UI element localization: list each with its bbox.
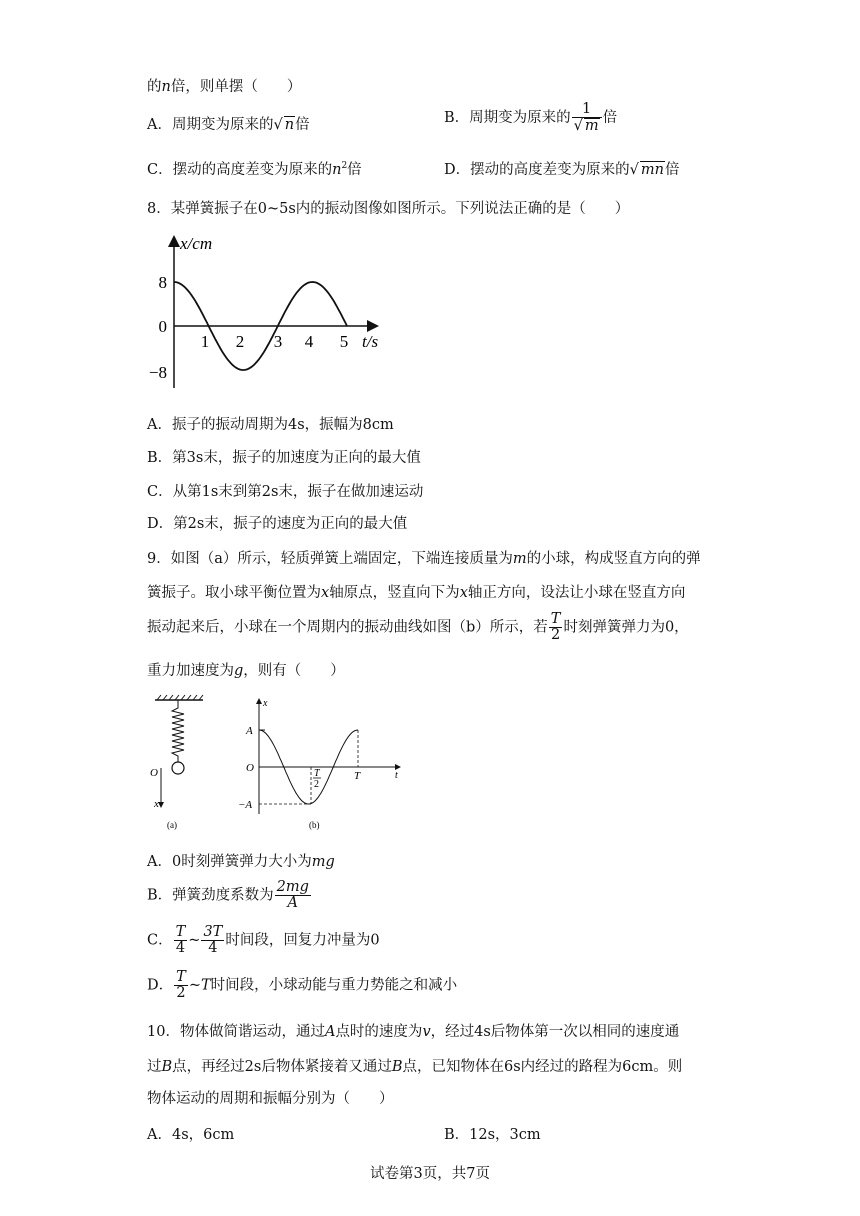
q8-y-tick-neg8: −8 <box>148 363 167 382</box>
q7-option-b: B．周期变为原来的 $\frac{1}{√ m}$ 倍 <box>444 101 618 135</box>
q9-b-half-den: 2 <box>314 779 319 790</box>
q8-x-tick-3: 3 <box>273 332 283 351</box>
q7-option-d: D．摆动的高度差变为原来的√ mn倍 <box>444 162 680 178</box>
q10-stem-line-2: 过B点，再经过2s后物体紧接着又通过B点，已知物体在6s内经过的路程为6cm。则 <box>147 1059 683 1075</box>
q9-fig-a-axis: x <box>154 798 159 810</box>
q8-y-label: x/cm <box>180 234 213 253</box>
q9-option-d: D． $\frac{T}{2}$ ~T时间段，小球动能与重力势能之和减小 <box>147 969 458 1002</box>
q10-option-a: A．4s，6cm <box>147 1127 235 1143</box>
q10-stem-line-1: 10．物体做简谐运动，通过A点时的速度为v，经过4s后物体第一次以相同的速度通 <box>147 1024 680 1040</box>
q8-oscillation-graph <box>140 228 390 398</box>
q8-y-tick-8: 8 <box>158 273 167 292</box>
q8-option-d: D．第2s末，振子的速度为正向的最大值 <box>147 516 408 532</box>
q9-fig-a-origin: O <box>150 767 158 779</box>
q9-b-y-label: x <box>263 698 268 709</box>
q9-b-period: T <box>354 770 361 782</box>
q9-stem-line-1: 9．如图（a）所示，轻质弹簧上端固定，下端连接质量为m的小球，构成竖直方向的弹 <box>147 551 701 567</box>
q8-x-label: t/s <box>362 332 379 351</box>
q9-stem-line-4: 重力加速度为g，则有（ ） <box>147 663 345 679</box>
q8-x-tick-2: 2 <box>235 332 245 351</box>
q8-x-tick-1: 1 <box>200 332 210 351</box>
q7-option-a: A．周期变为原来的√ n倍 <box>147 117 310 133</box>
q9-ball <box>172 762 184 774</box>
q9-fig-b-caption: (b) <box>309 820 320 830</box>
q8-y-tick-0: 0 <box>158 317 167 336</box>
q9-b-t-label: t <box>395 770 398 781</box>
q9-b-origin: O <box>246 762 254 774</box>
q7-option-c: C．摆动的高度差变为原来的$n^2$倍 <box>147 161 362 178</box>
q9-figure-a-spring <box>145 694 215 834</box>
q10-stem-line-3: 物体运动的周期和振幅分别为（ ） <box>147 1091 394 1107</box>
q8-option-b: B．第3s末，振子的加速度为正向的最大值 <box>147 450 421 466</box>
q9-option-c: C． $\frac{T}{4}$ ~ $\frac{3T}{4}$ 时间段，回复力冲量为0 <box>147 924 380 957</box>
q8-x-tick-5: 5 <box>339 332 349 351</box>
q8-stem: 8．某弹簧振子在0~5s内的振动图像如图所示。下列说法正确的是（ ） <box>147 201 630 217</box>
q9-option-b: B．弹簧劲度系数为 $\frac{2mg}{A}$ <box>147 879 309 912</box>
q9-figure-b-graph <box>235 694 410 834</box>
q9-b-half-num: T <box>314 768 320 779</box>
q9-b-amp-neg: −A <box>238 799 253 811</box>
q7-stem-tail: 的n倍，则单摆（ ） <box>147 79 302 95</box>
q9-spring-coil <box>172 700 184 762</box>
q8-option-a: A．振子的振动周期为4s，振幅为8cm <box>147 417 394 433</box>
q9-option-a: A．0时刻弹簧弹力大小为mg <box>147 854 335 870</box>
q8-x-tick-4: 4 <box>304 332 314 351</box>
q8-option-c: C．从第1s末到第2s末，振子在做加速运动 <box>147 484 424 500</box>
page-footer: 试卷第3页，共7页 <box>370 1166 490 1182</box>
q9-b-amp-pos: A <box>246 725 253 737</box>
q9-stem-line-3: 振动起来后，小球在一个周期内的振动曲线如图（b）所示，若 $\frac{T}{2}$ 时刻弹簧弹力为0， <box>147 611 689 644</box>
q9-stem-line-2: 簧振子。取小球平衡位置为x轴原点，竖直向下为x轴正方向，设法让小球在竖直方向 <box>147 585 686 601</box>
q9-fig-a-caption: (a) <box>167 820 177 830</box>
q10-option-b: B．12s，3cm <box>444 1127 541 1143</box>
